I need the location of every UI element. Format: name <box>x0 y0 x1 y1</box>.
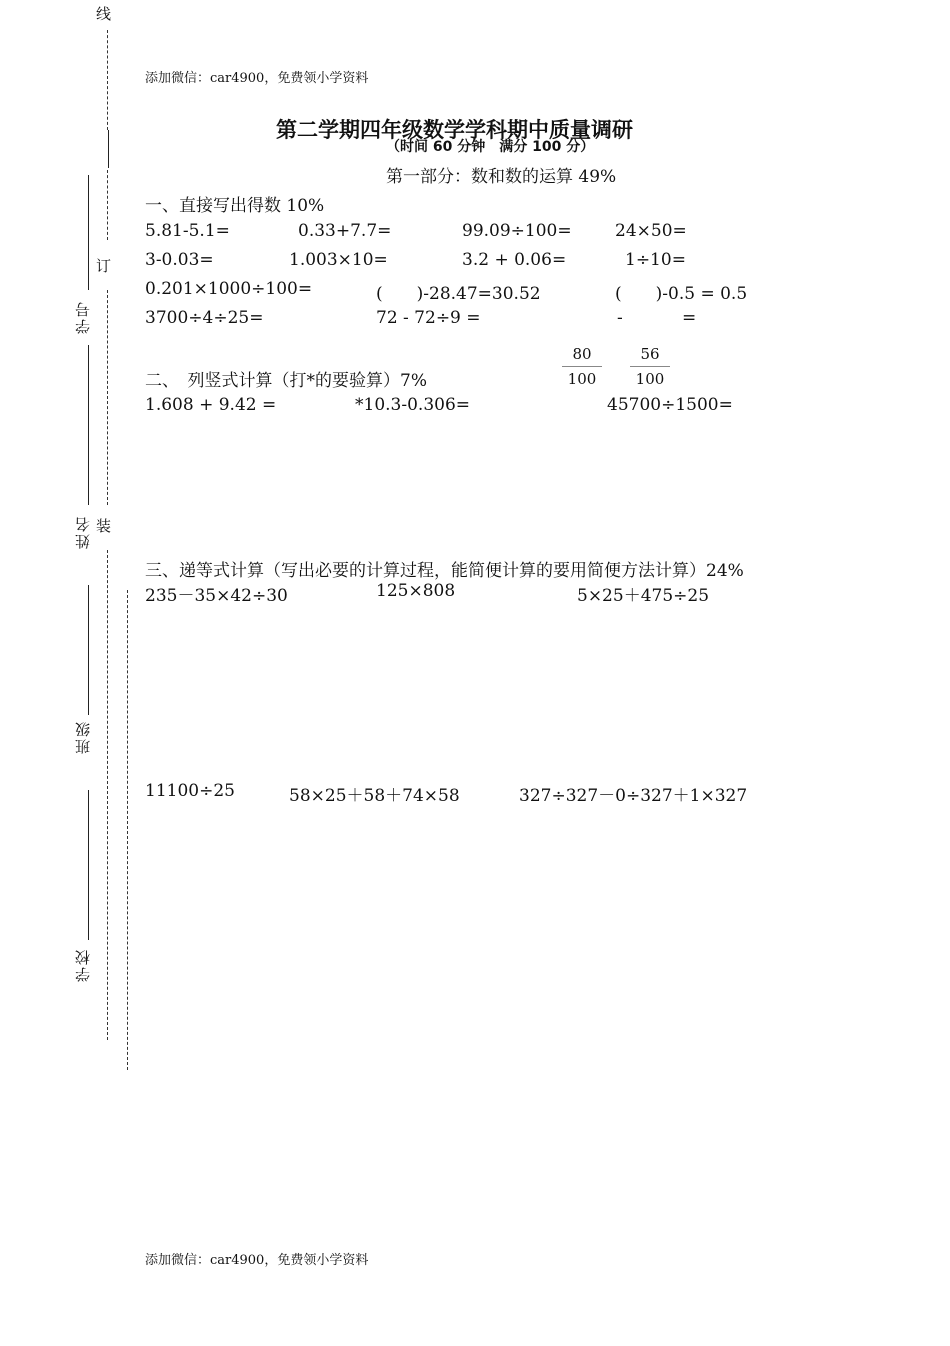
s1-item: 1.003×10= <box>289 250 388 270</box>
margin-label-xuexiao: 学校 <box>74 948 92 982</box>
fraction-denominator: 100 <box>635 370 665 388</box>
margin-line <box>108 130 109 168</box>
s1-item: 5.81-5.1= <box>145 221 230 241</box>
fraction-numerator: 80 <box>572 345 592 363</box>
s1-item: 99.09÷100= <box>462 221 572 241</box>
section3-heading: 三、递等式计算（写出必要的计算过程，能简便计算的要用简便方法计算）24% <box>145 561 744 581</box>
s2-item: 45700÷1500= <box>607 395 733 415</box>
margin-label-zhuang: 装 <box>94 518 112 533</box>
s1-item: 3-0.03= <box>145 250 214 270</box>
s3-item: 125×808 <box>376 581 456 601</box>
fraction-56-100 <box>630 345 670 388</box>
s1-item: - <box>617 308 623 328</box>
s1-item: = <box>682 308 697 328</box>
xuehao-underline <box>88 175 89 290</box>
margin-dash-line <box>107 550 108 1040</box>
section2-heading: 二、 列竖式计算（打*的要验算）7% <box>145 371 427 391</box>
s3-item: 58×25＋58＋74×58 <box>289 786 460 806</box>
s2-item: *10.3-0.306= <box>355 395 471 415</box>
xuexiao-underline <box>88 790 89 940</box>
s3-item: 327÷327－0÷327＋1×327 <box>519 786 748 806</box>
margin-dash-line <box>107 170 108 240</box>
margin-dash-line-inner <box>127 590 128 1070</box>
s1-item: 72 - 72÷9 = <box>376 308 481 328</box>
s1-item: 24×50= <box>615 221 687 241</box>
fraction-numerator: 56 <box>640 345 660 363</box>
s2-item: 1.608 + 9.42 = <box>145 395 277 415</box>
s1-item: 0.33+7.7= <box>298 221 392 241</box>
s3-item: 235－35×42÷30 <box>145 586 288 606</box>
xingming-underline <box>88 345 89 505</box>
part1-heading: 第一部分：数和数的运算 49% <box>386 167 617 187</box>
s1-item: 3700÷4÷25= <box>145 308 264 328</box>
s1-item: ( )-28.47=30.52 <box>376 284 541 304</box>
margin-dash-line <box>107 30 108 130</box>
s1-item: 3.2 + 0.06= <box>462 250 567 270</box>
footer-note: 添加微信：car4900，免费领小学资料 <box>145 1253 369 1268</box>
header-note: 添加微信：car4900，免费领小学资料 <box>145 71 369 86</box>
margin-dash-line <box>107 290 108 505</box>
section1-heading: 一、直接写出得数 10% <box>145 196 325 216</box>
margin-label-ding: 订 <box>94 258 112 273</box>
fraction-bar <box>630 366 670 367</box>
banji-underline <box>88 585 89 715</box>
margin-label-xingming: 姓名 <box>74 515 92 549</box>
page-title: 第二学期四年级数学学科期中质量调研 <box>276 118 633 142</box>
s3-item: 11100÷25 <box>145 781 235 801</box>
s1-item: 1÷10= <box>625 250 686 270</box>
margin-label-xuehao: 学号 <box>74 300 92 334</box>
margin-label-xian: 线 <box>94 6 112 21</box>
fraction-bar <box>562 366 602 367</box>
fraction-denominator: 100 <box>567 370 597 388</box>
s3-item: 5×25＋475÷25 <box>577 586 710 606</box>
fraction-80-100 <box>562 345 602 388</box>
s1-item: ( )-0.5 = 0.5 <box>615 284 748 304</box>
page-subtitle: （时间 60 分钟 满分 100 分） <box>386 139 595 155</box>
margin-label-banji: 班级 <box>74 720 92 754</box>
s1-item: 0.201×1000÷100= <box>145 279 313 299</box>
